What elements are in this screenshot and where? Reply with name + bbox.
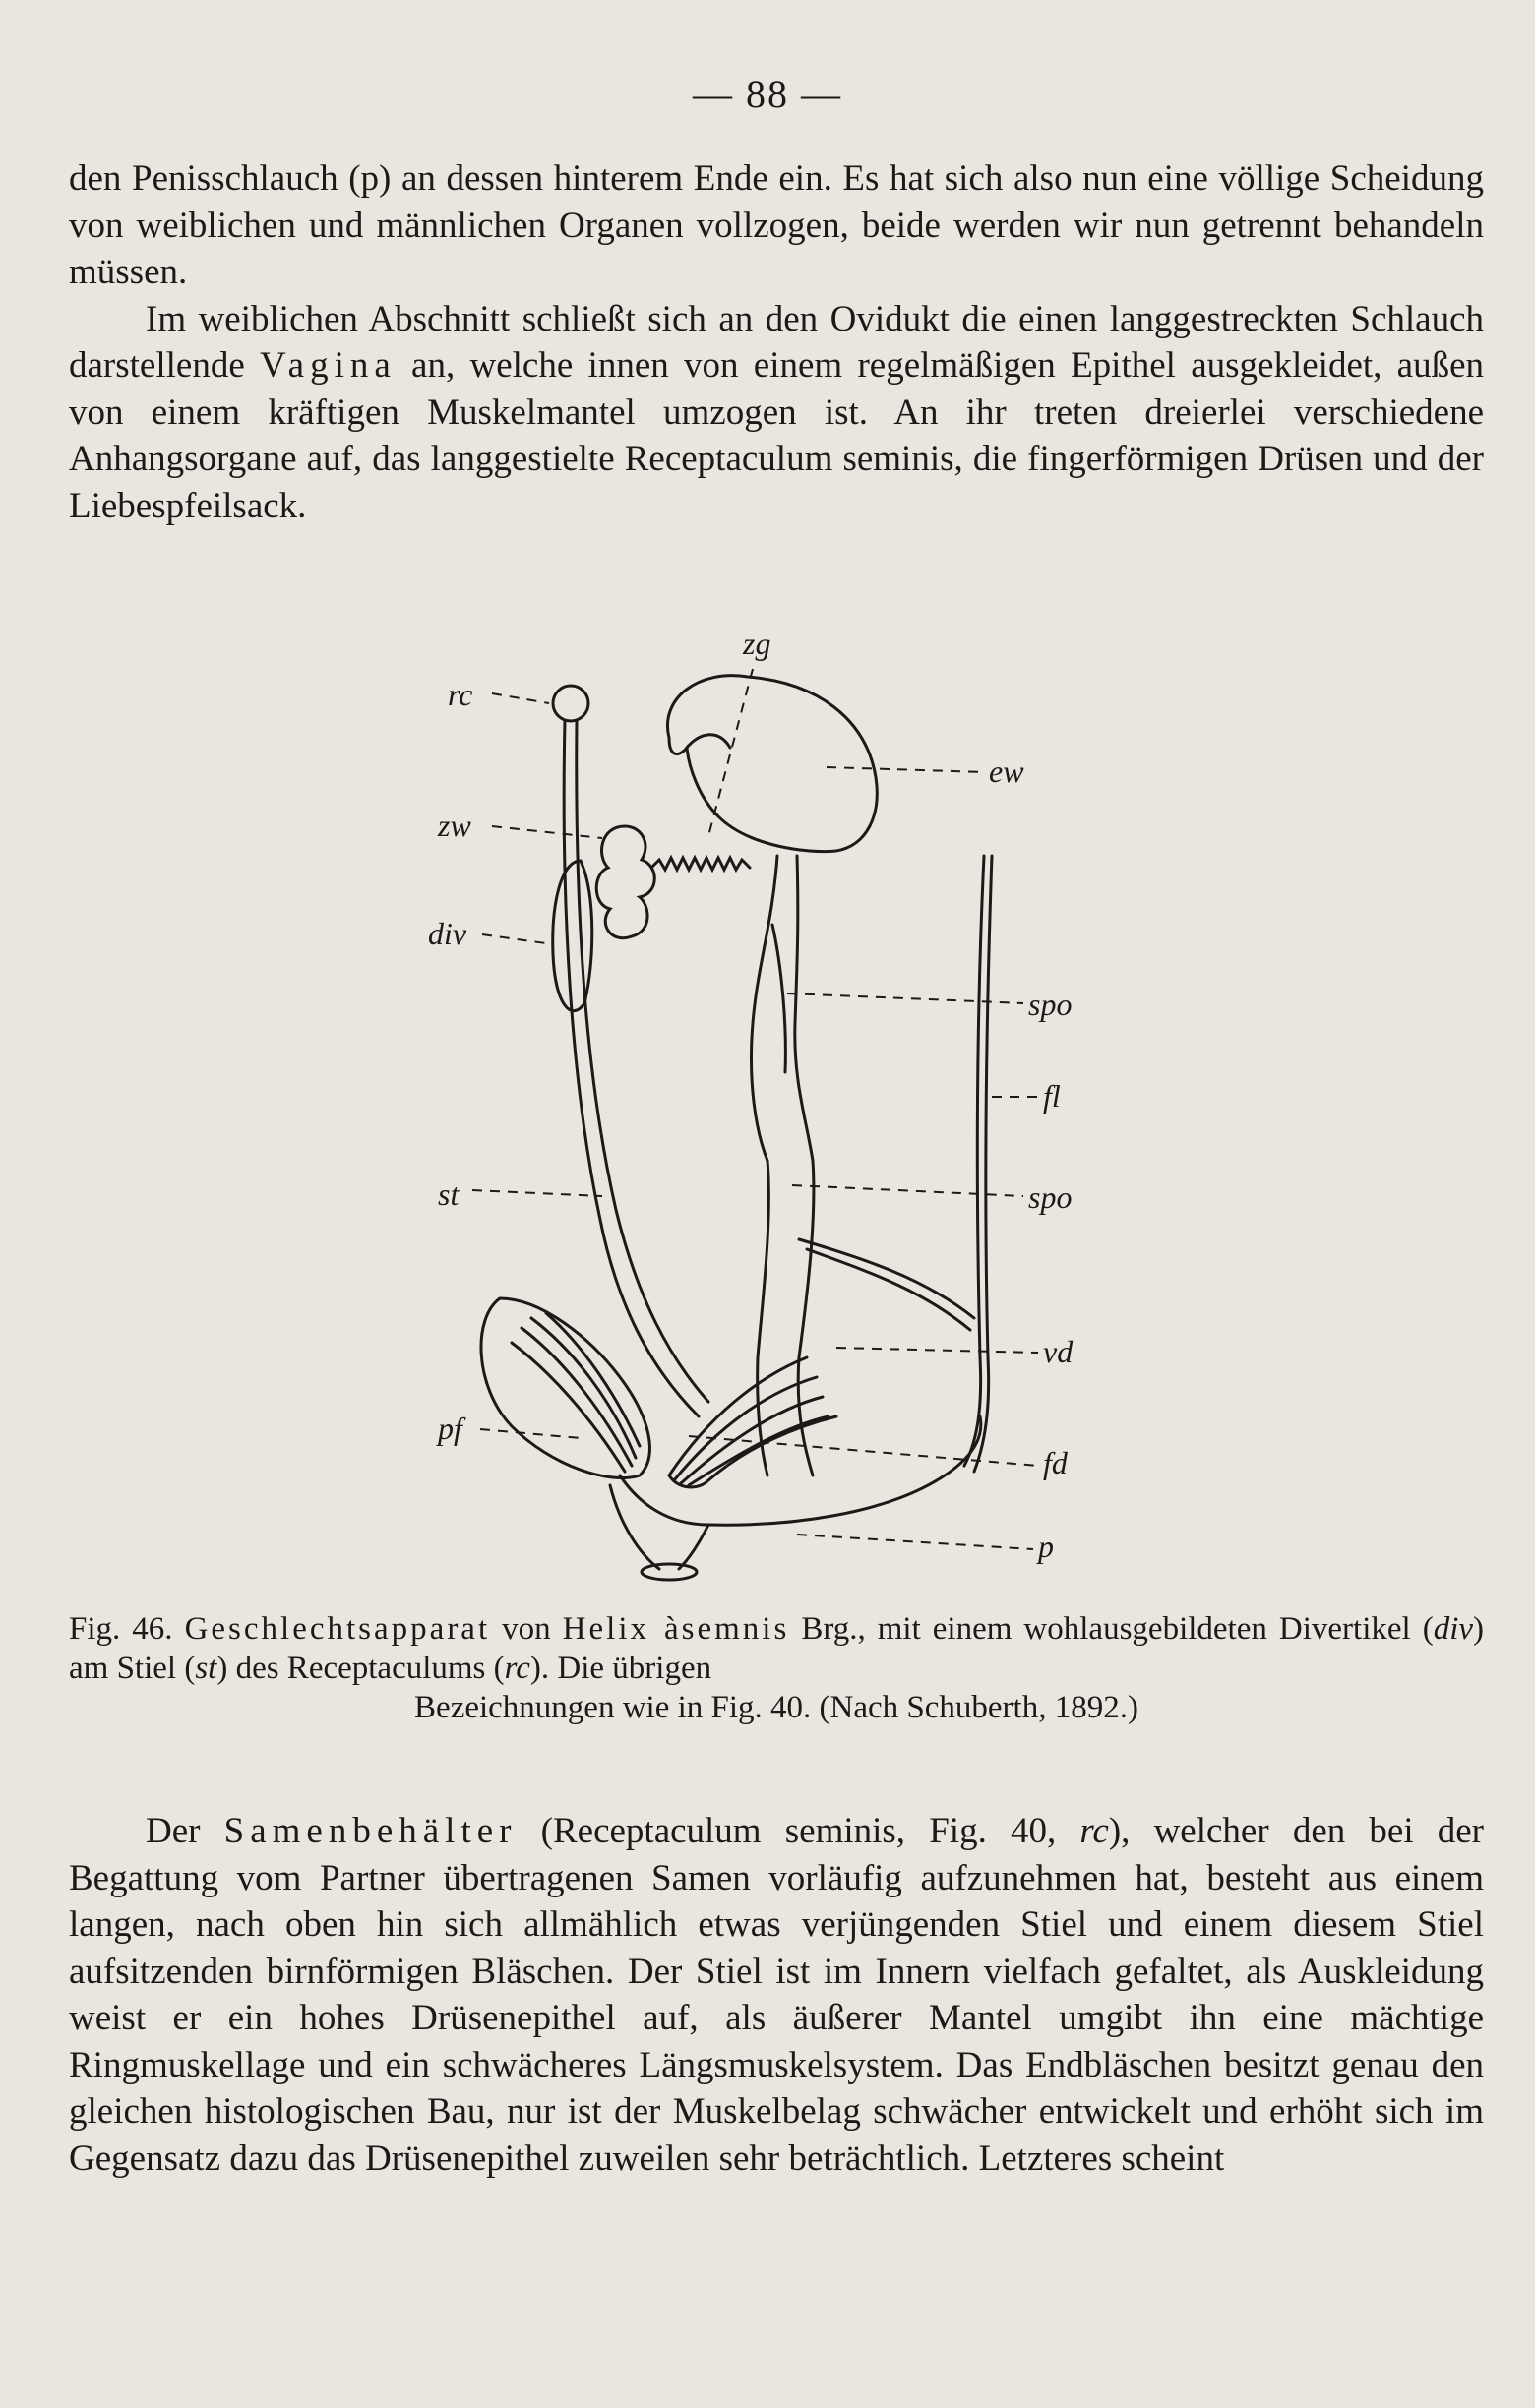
label-zg: zg	[743, 626, 771, 661]
label-st: st	[438, 1176, 460, 1212]
figure-caption: Fig. 46. Geschlechtsapparat von Helix àsemnis Brg., mit einem wohlausgebildeten Divertikel (div) am Stiel (st) des Receptaculums (rc). Die übrigen Bezeichnungen wie in Fig. 40. (Nach Schuberth, 1892.)	[69, 1611, 1485, 1725]
flagellum	[964, 856, 984, 1466]
label-fd: fd	[1043, 1445, 1068, 1480]
paragraph-3: Der Samenbehälter (Receptaculum seminis, Fig. 40, rc), welcher den bei der Begattung vom Partner übertragenen Samen vorläufig aufzunehmen hat, besteht aus einem langen, nach oben hin sich allmählich etwas verjüngenden Stiel und einem diesem Stiel aufsitzenden birnförmigen Bläschen. Der Stiel ist im Innern vielfach gefaltet, als Auskleidung weist er ein hohes Drüsenepithel auf, als äußerer Mantel umgibt ihn eine mächtige Ringmuskellage und ein schwächeres Längsmuskelsystem. Das Endbläschen besitzt genau den gleichen histologischen Bau, nur ist der Muskelbelag schwächer entwickelt und erhöht sich im Gegensatz dazu das Drüsenepithel zuweilen sehr beträchtlich. Letzteres scheint	[69, 1811, 1484, 2179]
zwitter-gland	[596, 826, 654, 938]
receptaculum-bulb	[553, 686, 588, 721]
top-text	[69, 155, 1484, 529]
label-vd: vd	[1043, 1334, 1074, 1369]
caption-line-2: Bezeichnungen wie in Fig. 40. (Nach Schuberth, 1892.)	[414, 1690, 1138, 1725]
albumen-gland	[667, 676, 877, 852]
diverticulum	[553, 861, 592, 1011]
label-spo-upper: spo	[1028, 987, 1073, 1022]
label-ew: ew	[989, 753, 1024, 789]
anatomy-drawing	[374, 610, 1181, 1594]
label-rc: rc	[448, 677, 473, 712]
bottom-text	[69, 1808, 1484, 2182]
caption-fig-number: Fig. 46.	[69, 1611, 173, 1647]
label-p: p	[1038, 1529, 1054, 1564]
caption-genus: Helix àsemnis	[562, 1611, 790, 1647]
caption-title: Geschlechtsapparat	[184, 1611, 491, 1647]
label-zw: zw	[438, 808, 471, 843]
zwitter-duct	[651, 858, 750, 870]
label-div: div	[428, 916, 467, 951]
paragraph-2: Im weiblichen Abschnitt schließt sich an den Ovidukt die einen langgestreckten Schlauch darstellende Vagina an, welche innen von einem regelmäßigen Epithel ausgekleidet, außen von einem kräftigen Muskelmantel umzogen ist. An ihr treten dreierlei verschiedene Anhangsorgane auf, das langgestielte Receptaculum seminis, die fingerförmigen Drüsen und der Liebespfeilsack.	[69, 298, 1485, 526]
figure-46-diagram	[374, 610, 1181, 1594]
spermoviduct-left	[751, 856, 777, 1475]
label-pf: pf	[438, 1411, 462, 1446]
paragraph-1: den Penisschlauch (p) an dessen hinterem Ende ein. Es hat sich also nun eine völlige Scheidung von weiblichen und männlichen Organen vollzogen, beide werden wir nun getrennt behandeln müssen.	[69, 158, 1484, 292]
page-number: — 88 —	[693, 72, 842, 116]
label-fl: fl	[1043, 1078, 1061, 1114]
genital-opening	[642, 1564, 697, 1580]
label-spo-lower: spo	[1028, 1179, 1073, 1215]
receptaculum-stalk-left	[564, 720, 699, 1416]
